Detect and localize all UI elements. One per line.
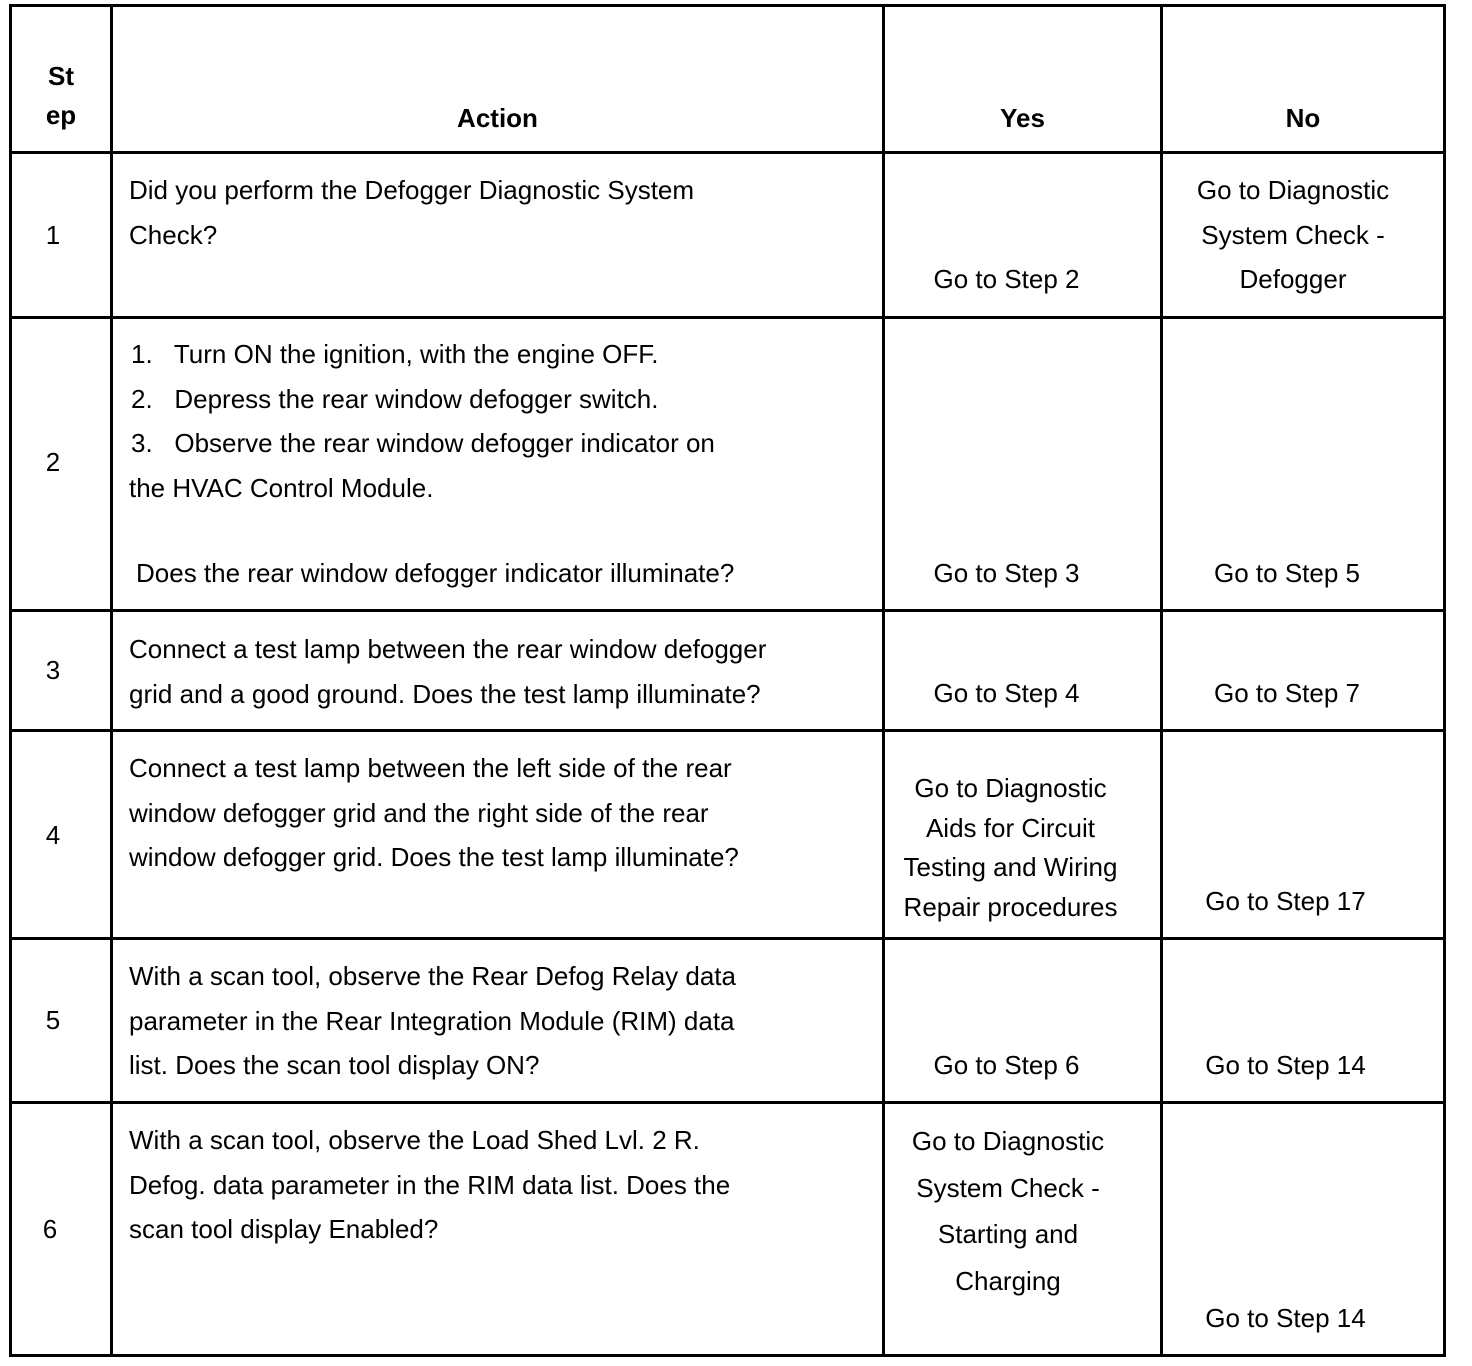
no-line: Go to Step 7 [1214, 678, 1360, 708]
action-line: With a scan tool, observe the Load Shed Lvl. 2 R. [129, 1125, 700, 1155]
yes-cell [885, 551, 1128, 596]
action-line: Connect a test lamp between the left side of the rear [129, 753, 732, 783]
action-line: window defogger grid and the right side of the rear [129, 797, 709, 828]
action-line: list. Does the scan tool display ON? [129, 1050, 540, 1080]
header-step [12, 57, 110, 135]
action-cell [131, 332, 734, 596]
yes-cell [885, 1118, 1131, 1304]
action-line: Defog. data parameter in the RIM data list. Does the [129, 1169, 731, 1200]
yes-line: Testing and Wiring [903, 852, 1118, 883]
action-line: window defogger grid. Does the test lamp illuminate? [129, 842, 739, 872]
header-yes: Yes [1000, 103, 1045, 133]
no-cell [1163, 671, 1411, 716]
no-cell [1163, 879, 1408, 924]
row-divider [9, 609, 1446, 612]
no-line: Go to Step 14 [1205, 1303, 1366, 1333]
yes-line: Go to Step 4 [933, 678, 1080, 708]
yes-line: Charging [955, 1265, 1061, 1296]
yes-line: Go to Diagnostic [914, 773, 1107, 803]
header-step-line1: St [48, 61, 74, 91]
yes-cell [885, 1043, 1128, 1088]
header-no: No [1285, 103, 1321, 133]
action-line: 3. Observe the rear window defogger indicator on [131, 428, 715, 458]
column-divider [110, 4, 113, 1357]
no-cell [1163, 1296, 1408, 1341]
action-line: Check? [129, 219, 218, 250]
no-line: System Check - [1201, 219, 1385, 250]
step-number: 2 [45, 447, 61, 477]
action-cell [129, 954, 736, 1088]
action-line: With a scan tool, observe the Rear Defog Relay data [129, 961, 736, 991]
yes-line: Starting and [937, 1219, 1079, 1249]
no-line: Defogger [1239, 264, 1347, 294]
no-cell [1163, 168, 1423, 302]
yes-line: Aids for Circuit [925, 812, 1096, 843]
yes-line: Go to Step 6 [933, 1050, 1080, 1080]
no-line: Go to Step 17 [1205, 886, 1366, 916]
yes-cell [885, 257, 1128, 302]
yes-cell [885, 769, 1136, 928]
header-step-line2: ep [45, 100, 77, 130]
action-line: parameter in the Rear Integration Module (RIM) data [129, 1005, 735, 1036]
action-line: grid and a good ground. Does the test lamp illuminate? [129, 678, 761, 709]
no-line: Go to Step 14 [1205, 1050, 1366, 1080]
step-number: 3 [45, 655, 61, 685]
row-divider [9, 316, 1446, 319]
step-number: 4 [45, 820, 61, 850]
row-divider [9, 1101, 1446, 1104]
action-line: Does the rear window defogger indicator illuminate? [136, 558, 735, 588]
yes-line: Go to Step 2 [933, 264, 1080, 294]
action-line: the HVAC Control Module. [129, 472, 434, 503]
header-action: Action [457, 103, 538, 133]
action-line: Did you perform the Defogger Diagnostic System [129, 175, 695, 205]
action-cell [129, 1118, 730, 1252]
no-line: Go to Step 5 [1214, 558, 1360, 588]
action-line: 1. Turn ON the ignition, with the engine OFF. [131, 339, 659, 369]
yes-line: Go to Diagnostic [911, 1126, 1105, 1156]
table-border-top [9, 4, 1446, 7]
step-number: 6 [42, 1214, 58, 1244]
action-cell [129, 627, 766, 716]
row-divider [9, 937, 1446, 940]
yes-cell [885, 671, 1128, 716]
no-cell [1163, 551, 1411, 596]
action-line: scan tool display Enabled? [129, 1214, 439, 1244]
action-line: Connect a test lamp between the rear window defogger [129, 634, 767, 664]
action-cell [129, 168, 694, 257]
header-divider [9, 151, 1446, 154]
table-border-right [1443, 4, 1446, 1357]
row-divider [9, 729, 1446, 732]
step-number: 5 [45, 1005, 61, 1035]
yes-line: Repair procedures [903, 892, 1118, 923]
step-number: 1 [45, 220, 61, 250]
table-border-bottom [9, 1354, 1446, 1357]
action-cell [129, 746, 739, 880]
yes-line: Go to Step 3 [933, 558, 1080, 588]
action-line: 2. Depress the rear window defogger switch. [131, 383, 659, 414]
no-line: Go to Diagnostic [1196, 175, 1390, 205]
yes-line: System Check - [916, 1172, 1100, 1203]
no-cell [1163, 1043, 1408, 1088]
